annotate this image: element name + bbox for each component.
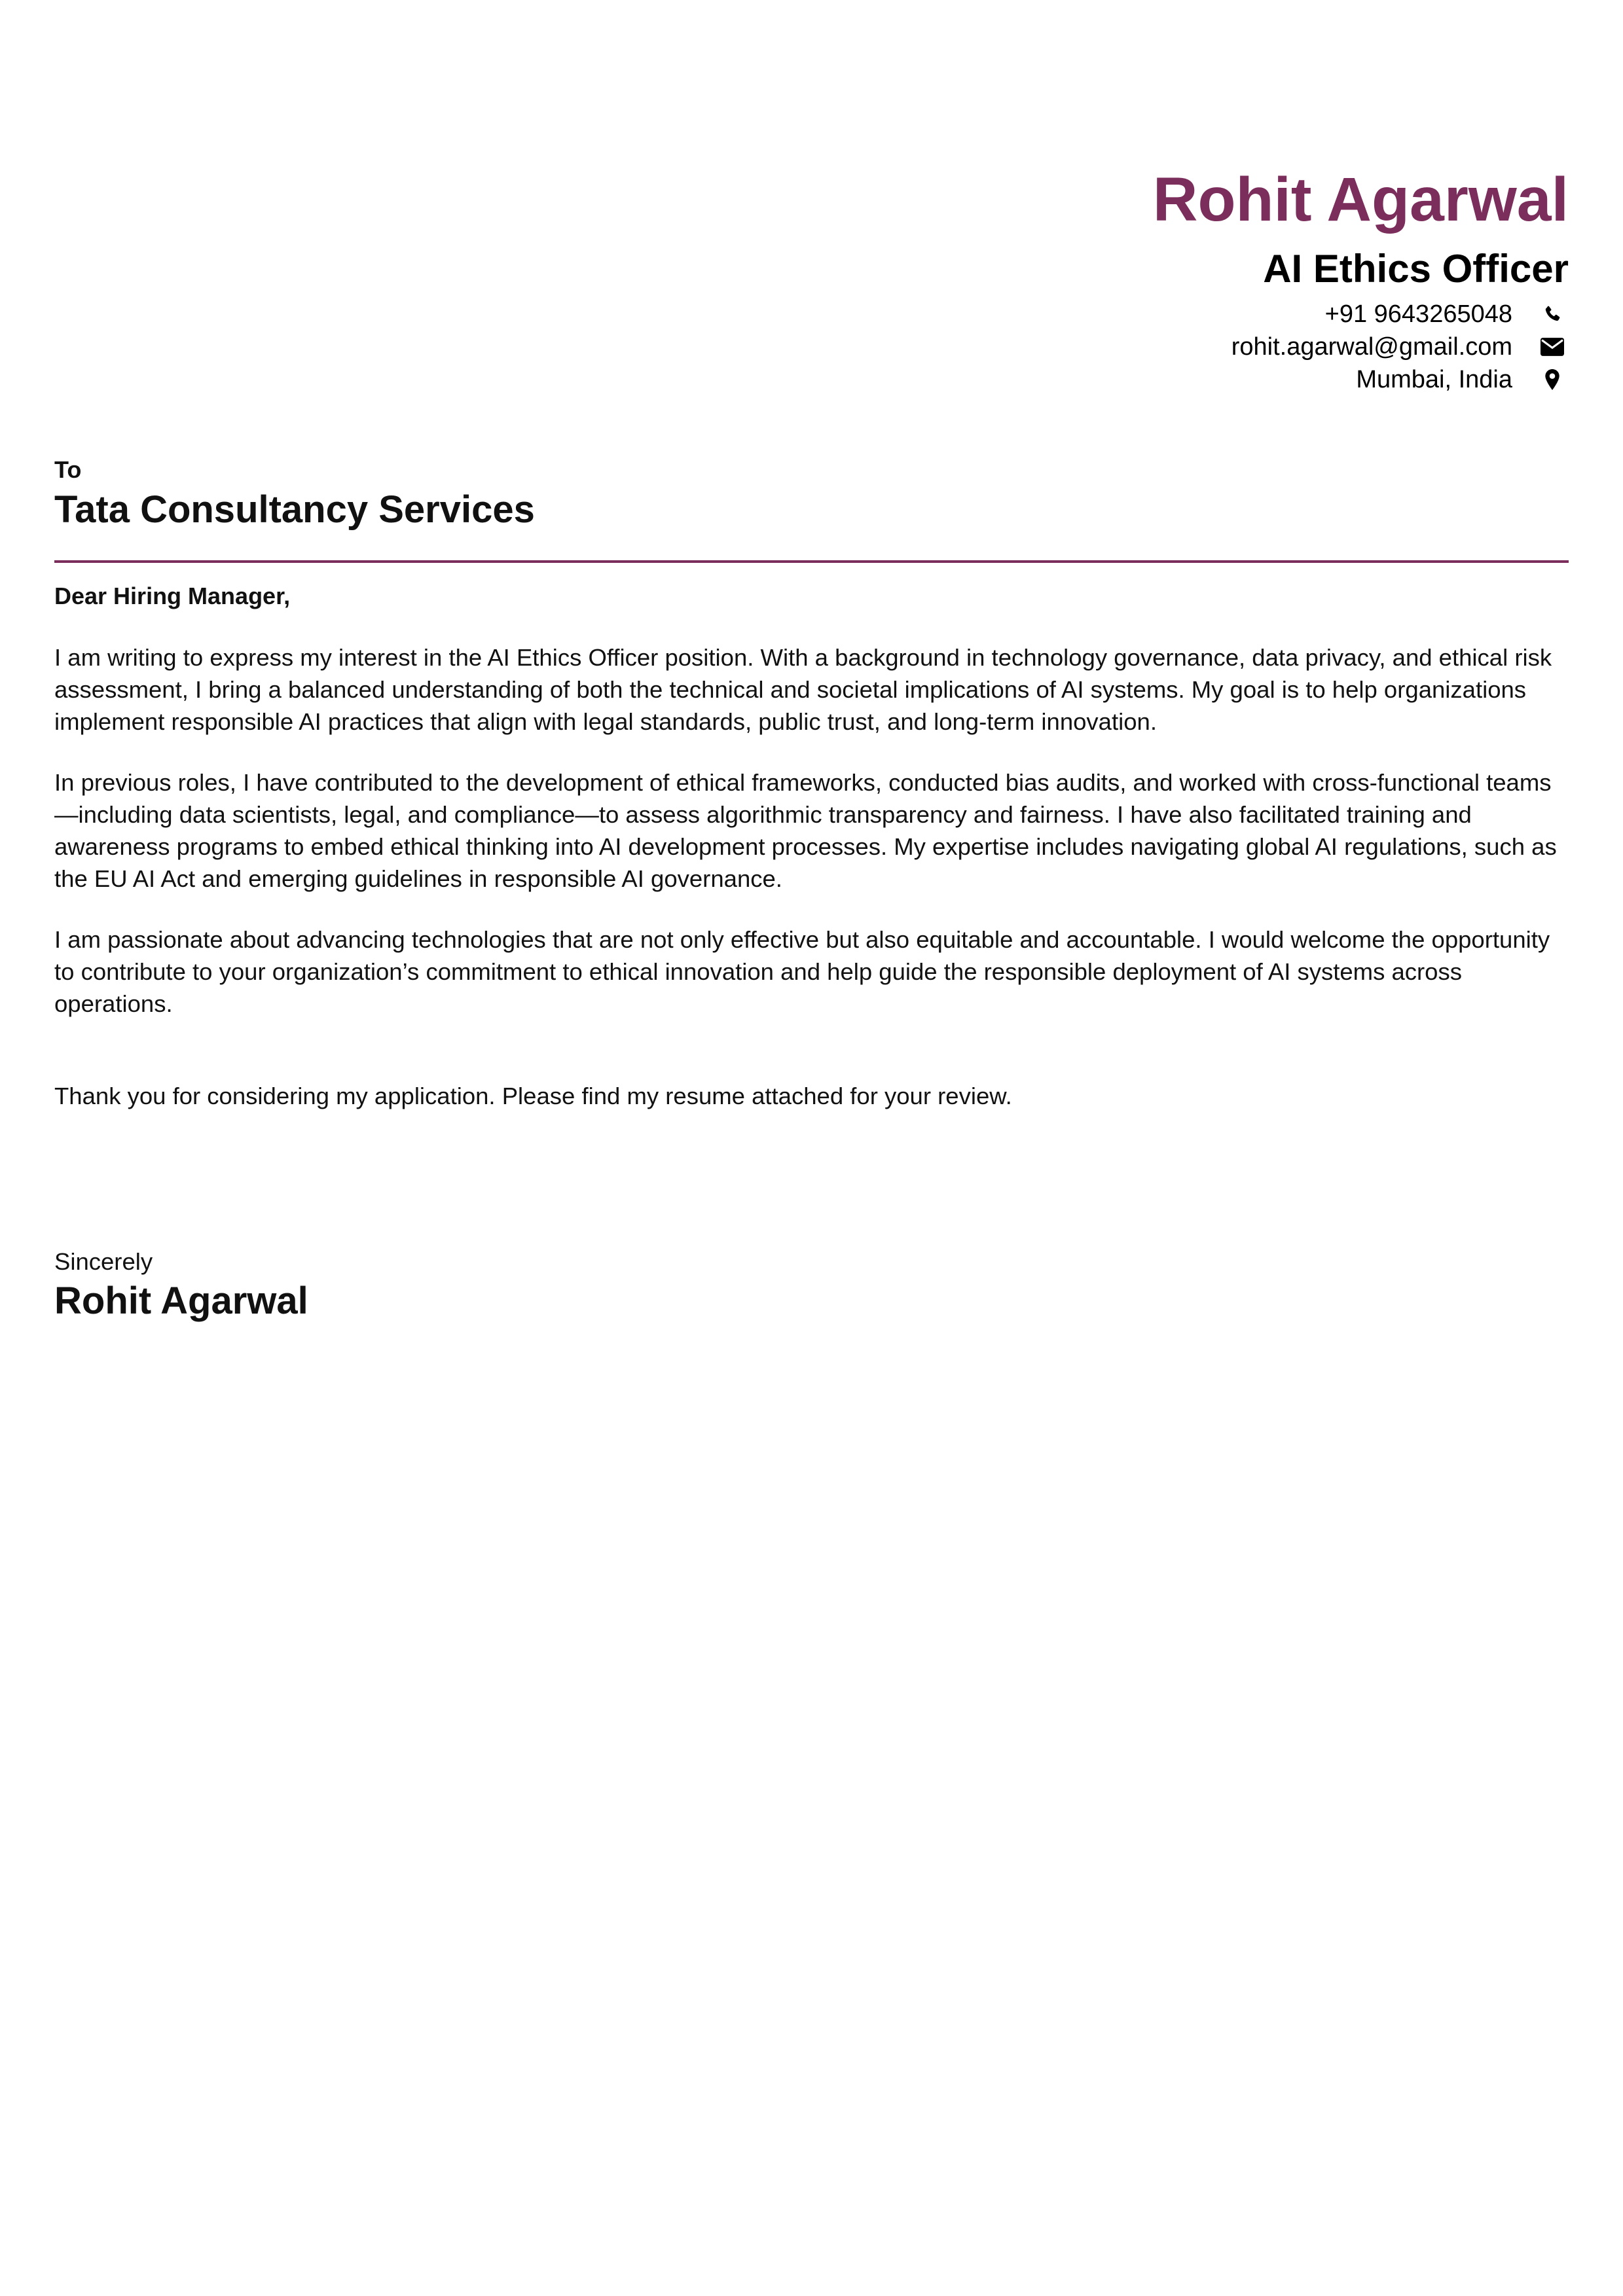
recipient-company: Tata Consultancy Services xyxy=(54,488,535,531)
letter-body xyxy=(54,581,1569,1141)
phone-icon xyxy=(1536,298,1569,331)
contact-email-row xyxy=(652,331,1569,363)
contact-location-row xyxy=(652,363,1569,396)
contact-phone: +91 9643265048 xyxy=(1324,300,1512,328)
envelope-icon xyxy=(1536,331,1569,363)
recipient-block xyxy=(54,455,1569,535)
thank-you-line: Thank you for considering my application. Please find my resume attached for your review. xyxy=(54,1083,1012,1109)
divider xyxy=(54,560,1569,563)
map-marker-icon xyxy=(1536,363,1569,396)
signature-name: Rohit Agarwal xyxy=(54,1280,308,1322)
body-paragraph-2: In previous roles, I have contributed to the development of ethical frameworks, conducted bias audits, and worked with cross-functional teams—including data scientists, legal, and compliance—to assess algorithmic transparency and fairness. I have also facilitated training and awareness programs to embed ethical thinking into AI development processes. My expertise includes navigating global AI regulations, such as the EU AI Act and emerging guidelines in responsible AI governance. xyxy=(54,769,1557,892)
contact-email: rohit.agarwal@gmail.com xyxy=(1231,332,1512,361)
sender-name: Rohit Agarwal xyxy=(1152,165,1569,234)
salutation: Dear Hiring Manager, xyxy=(54,583,291,609)
body-paragraph-1: I am writing to express my interest in the AI Ethics Officer position. With a background in technology governance, data privacy, and ethical risk assessment, I bring a balanced understanding of both the technical and societal implications of AI systems. My goal is to help organizations implement responsible AI practices that align with legal standards, public trust, and long-term innovation. xyxy=(54,644,1552,735)
closing-phrase: Sincerely xyxy=(54,1248,153,1275)
sender-job-title: AI Ethics Officer xyxy=(1263,247,1569,291)
contact-phone-row xyxy=(652,298,1569,331)
to-label: To xyxy=(54,456,82,483)
contact-location: Mumbai, India xyxy=(1356,365,1512,393)
letter-header xyxy=(652,160,1569,396)
body-paragraph-3: I am passionate about advancing technologies that are not only effective but also equitable and accountable. I would welcome the opportunity to contribute to your organization’s commitment to ethical innovation and help guide the responsible deployment of AI systems across operations. xyxy=(54,926,1550,1017)
